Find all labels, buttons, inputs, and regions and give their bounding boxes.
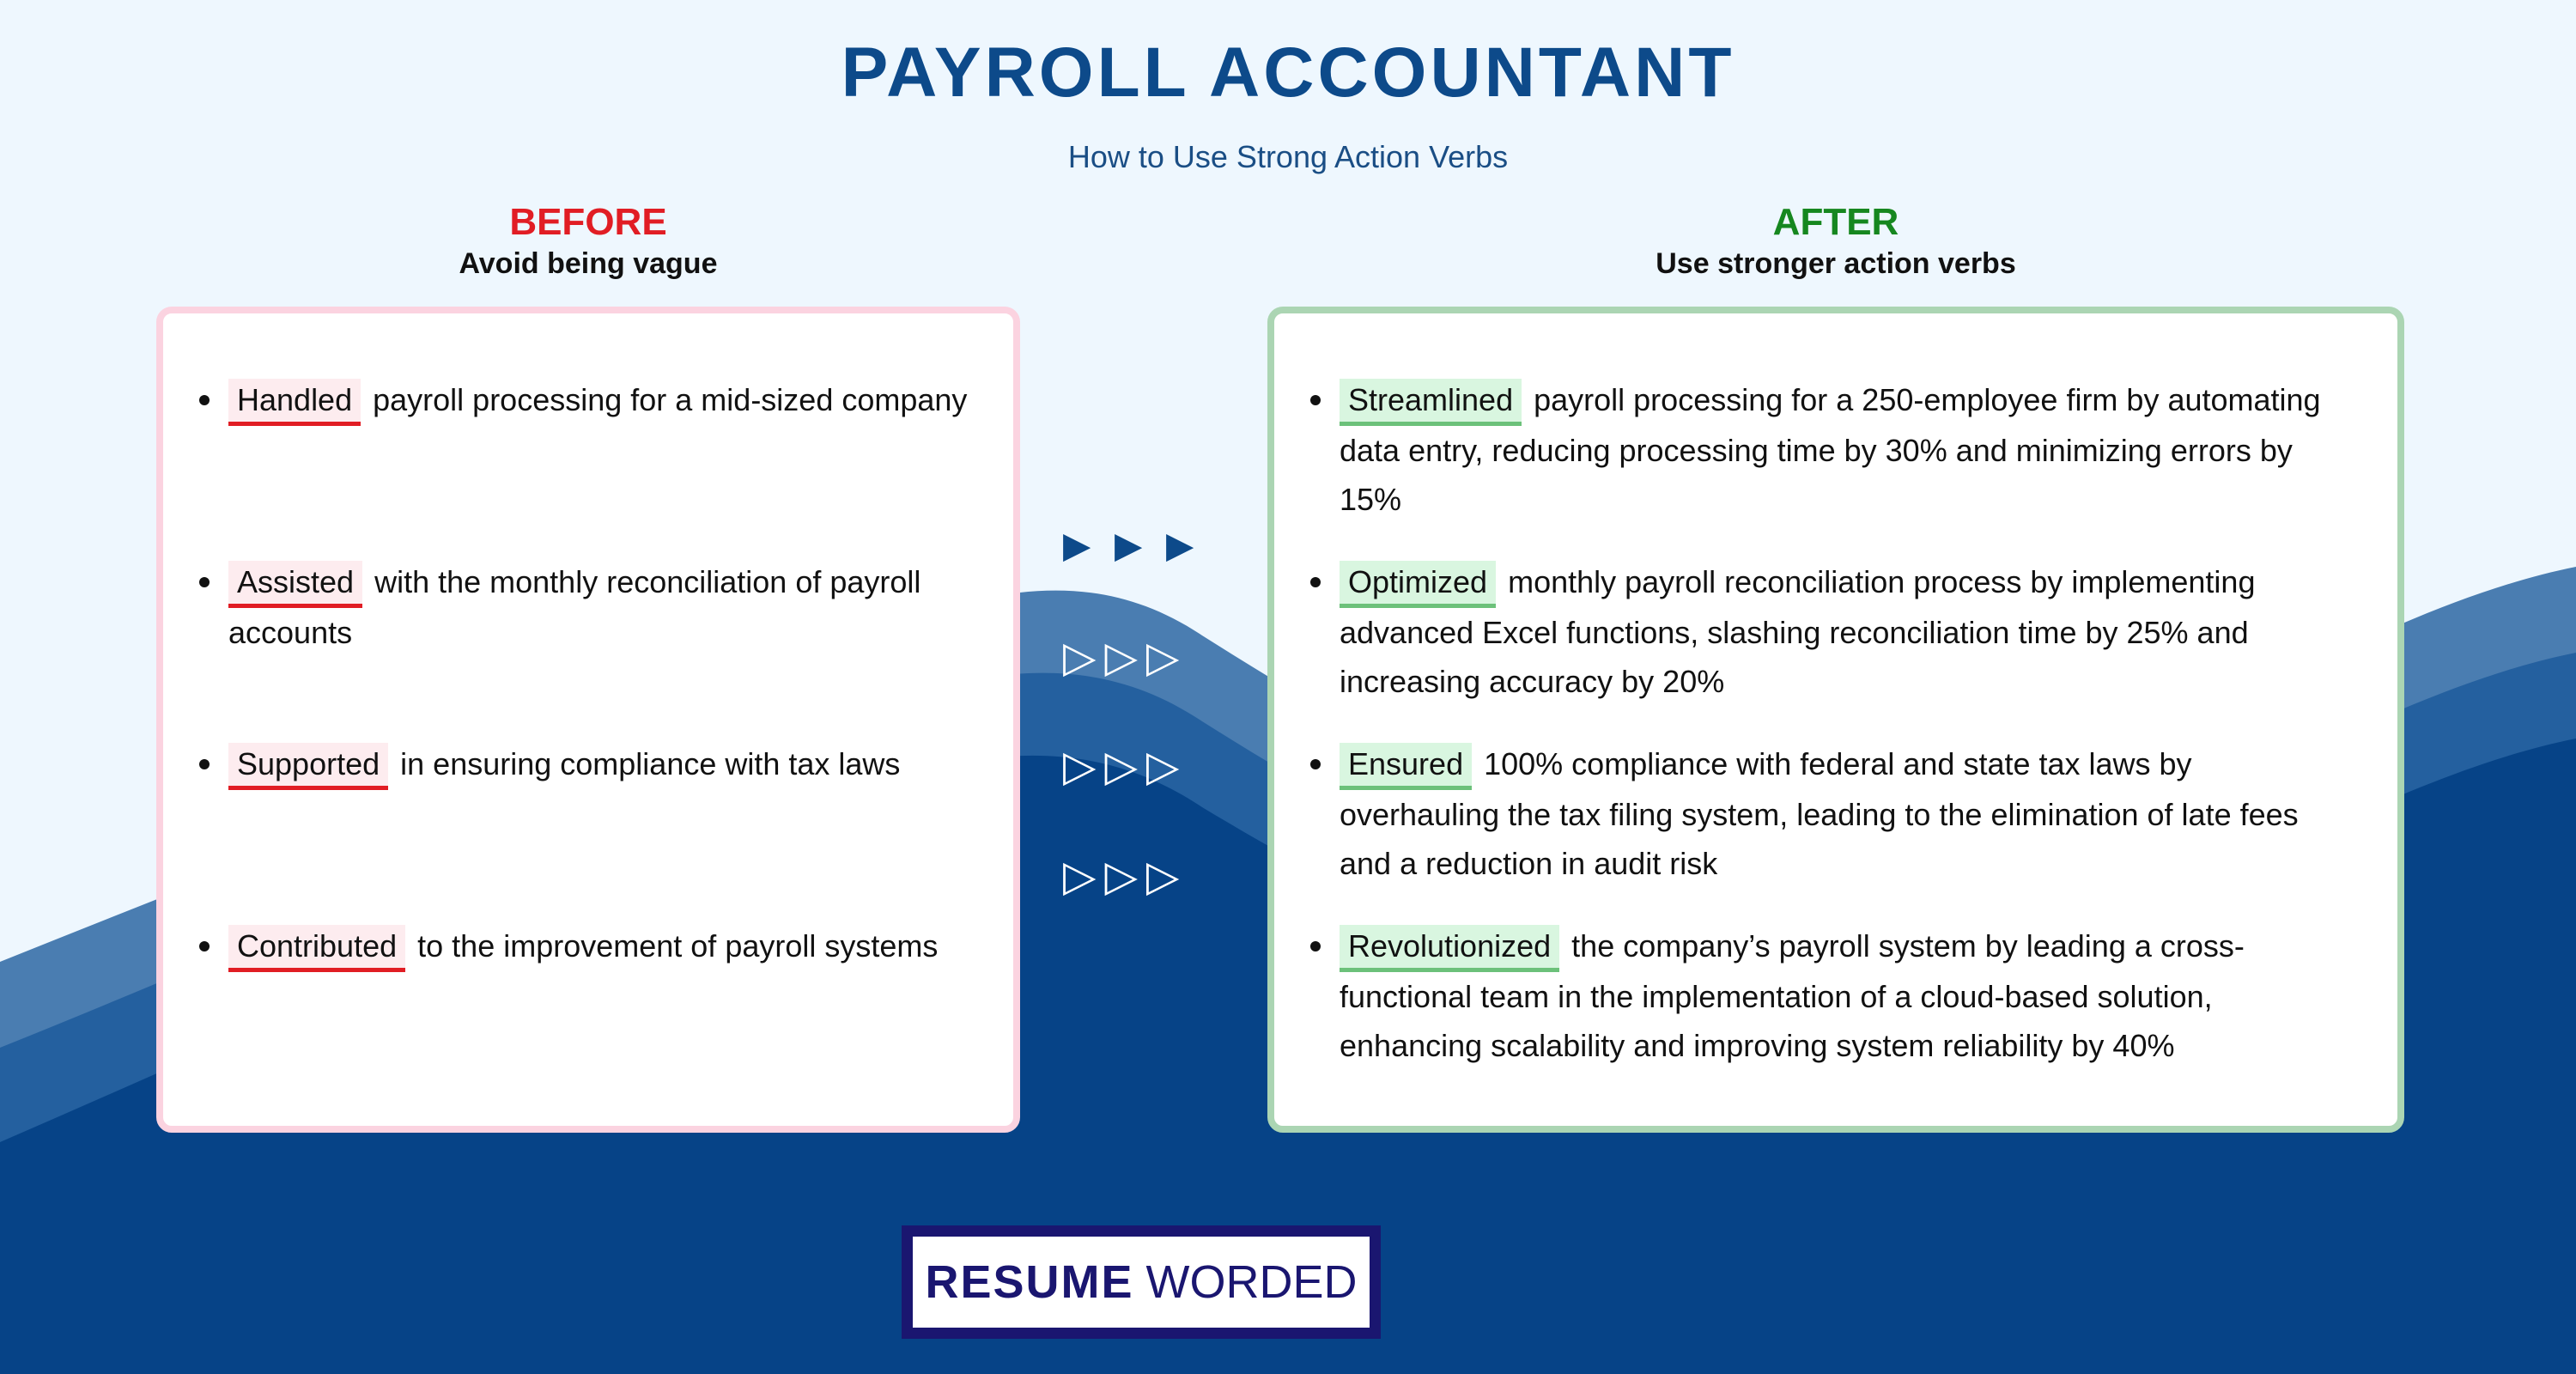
before-item: [228, 921, 984, 972]
arrow-outline-icon: ▷▷▷: [1063, 633, 1188, 681]
page-title: PAYROLL ACCOUNTANT: [841, 33, 1735, 112]
item-text: payroll processing for a mid-sized company: [373, 382, 968, 417]
item-text: monthly payroll reconciliation process by implementing advanced Excel functions, slashing reconciliation time by 25% and increasing accuracy by 20%: [1340, 564, 2256, 699]
before-label: BEFORE: [509, 201, 667, 243]
weak-verb: Assisted: [228, 561, 362, 608]
weak-verb: Handled: [228, 379, 361, 426]
arrow-outline-icon: ▷▷▷: [1063, 852, 1188, 900]
before-sublabel: Avoid being vague: [459, 247, 718, 280]
before-item: [228, 375, 984, 426]
weak-verb: Supported: [228, 743, 388, 790]
logo-frame: [908, 1232, 1374, 1332]
item-text: in ensuring compliance with tax laws: [400, 746, 901, 781]
item-text: to the improvement of payroll systems: [417, 928, 939, 964]
resume-worded-logo: [902, 1225, 1381, 1339]
item-text: the company’s payroll system by leading a cross-functional team in the implementation of a cloud-based solution, enhancing scalability and improving system reliability by 40%: [1340, 928, 2245, 1063]
item-text: with the monthly reconciliation of payroll accounts: [228, 564, 921, 650]
before-card: [156, 307, 1020, 1133]
logo-light-text: WORDED: [1145, 1256, 1358, 1308]
after-item: [1340, 739, 2353, 888]
item-text: payroll processing for a 250-employee firm by automating data entry, reducing processing time by 30% and minimizing errors by 15%: [1340, 382, 2321, 517]
before-heading: [156, 199, 1020, 282]
after-item: [1340, 921, 2353, 1070]
before-item: [228, 739, 984, 790]
arrow-outline-icon: ▷▷▷: [1063, 742, 1188, 790]
item-text: 100% compliance with federal and state tax laws by overhauling the tax filing system, leading to the elimination of late fees and a reduction in audit risk: [1340, 746, 2299, 881]
strong-verb: Optimized: [1340, 561, 1496, 608]
after-sublabel: Use stronger action verbs: [1656, 247, 2016, 280]
after-item: [1340, 557, 2353, 706]
strong-verb: Streamlined: [1340, 379, 1522, 426]
before-item: [228, 557, 984, 657]
weak-verb: Contributed: [228, 925, 405, 972]
logo-bold-text: RESUME: [925, 1256, 1134, 1308]
after-card: [1267, 307, 2404, 1133]
after-item: [1340, 375, 2353, 524]
strong-verb: Revolutionized: [1340, 925, 1559, 972]
after-label: AFTER: [1772, 201, 1899, 243]
arrow-icon: ▶ ▶ ▶: [1063, 525, 1201, 565]
page-subtitle: How to Use Strong Action Verbs: [1067, 139, 1509, 174]
strong-verb: Ensured: [1340, 743, 1472, 790]
after-heading: [1267, 199, 2404, 282]
